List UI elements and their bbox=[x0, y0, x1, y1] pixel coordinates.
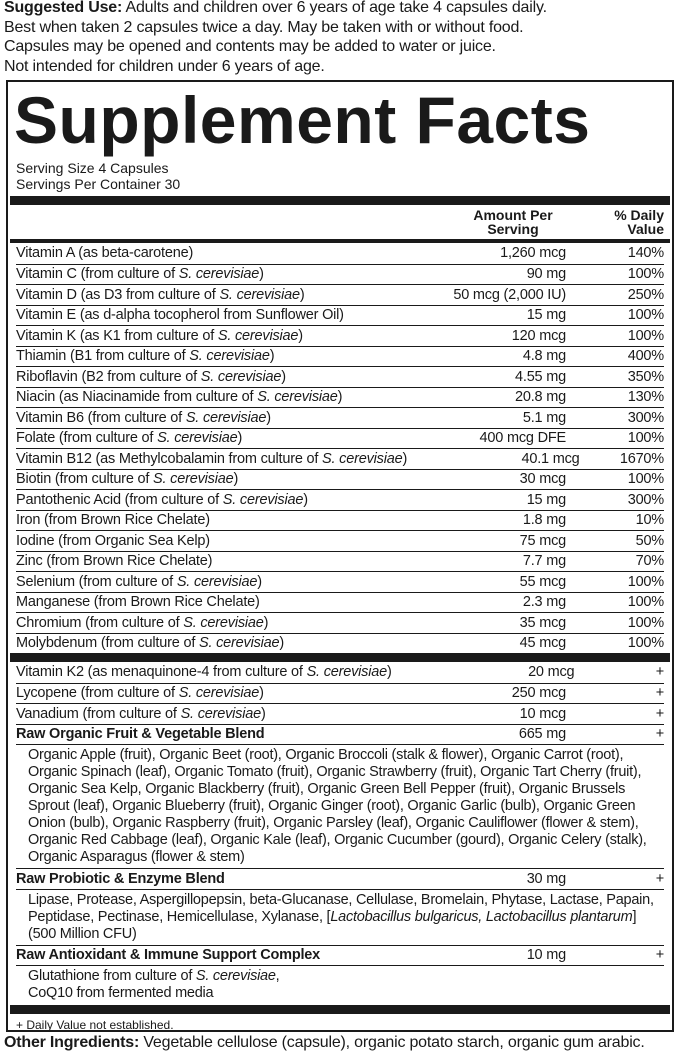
nutrient-name: Raw Probiotic & Enzyme Blend bbox=[16, 870, 225, 887]
amount: 30 mcg bbox=[519, 471, 566, 488]
amount: 30 mg bbox=[526, 870, 566, 887]
nutrient-name: Biotin (from culture of S. cerevisiae) bbox=[16, 471, 239, 488]
daily-value: 100% bbox=[627, 471, 664, 488]
blend-row bbox=[16, 724, 664, 745]
supplement-facts-panel bbox=[6, 80, 674, 1032]
servings-per-container: Servings Per Container 30 bbox=[16, 176, 181, 192]
daily-value: + bbox=[655, 870, 664, 887]
nutrient-name: Vitamin K2 (as menaquinone-4 from culture of S. cerevisiae) bbox=[16, 664, 392, 681]
other-ingredients: Other Ingredients: Vegetable cellulose (capsule), organic potato starch, organic gum arabic. bbox=[4, 1034, 645, 1051]
nutrient-row bbox=[16, 387, 664, 408]
daily-value: 100% bbox=[627, 307, 664, 324]
amount: 120 mcg bbox=[511, 327, 566, 344]
nutrient-name: Manganese (from Brown Rice Chelate) bbox=[16, 594, 260, 611]
daily-value: 130% bbox=[627, 389, 664, 406]
nutrient-name: Raw Antioxidant & Immune Support Complex bbox=[16, 947, 321, 964]
nutrient-name: Vitamin E (as d-alpha tocopherol from Sunflower Oil) bbox=[16, 307, 344, 324]
nutrient-name: Folate (from culture of S. cerevisiae) bbox=[16, 430, 243, 447]
nutrient-row bbox=[16, 551, 664, 572]
daily-value: + bbox=[655, 947, 664, 964]
daily-value: 100% bbox=[627, 614, 664, 631]
amount: 250 mcg bbox=[511, 685, 566, 702]
blend-ingredients: Glutathione from culture of S. cerevisiae, CoQ10 from fermented media bbox=[16, 965, 664, 1004]
suggested-use-label: Suggested Use: bbox=[4, 0, 123, 16]
column-header: Amount Per Serving % Daily Value bbox=[473, 207, 664, 237]
daily-value: 300% bbox=[627, 491, 664, 508]
divider bbox=[10, 653, 670, 662]
nutrient-name: Iron (from Brown Rice Chelate) bbox=[16, 512, 210, 529]
nutrient-row bbox=[16, 571, 664, 592]
amount: 90 mg bbox=[526, 266, 566, 283]
nutrient-name: Molybdenum (from culture of S. cerevisiae) bbox=[16, 635, 285, 652]
nutrient-row bbox=[16, 510, 664, 531]
daily-value: 100% bbox=[627, 594, 664, 611]
nutrient-row bbox=[16, 325, 664, 346]
serving-size: Serving Size 4 Capsules bbox=[16, 160, 169, 176]
daily-value: 140% bbox=[627, 245, 664, 262]
amount: 45 mcg bbox=[519, 635, 566, 652]
blend-ingredients: Organic Apple (fruit), Organic Beet (root), Organic Broccoli (stalk & flower), Organic Carrot (root), Organic Spinach (leaf), Organic Tomato (fruit), Organic Strawberry (fruit), Organic Tart Cherry (fruit), Organic Sea Kelp, Organic Blackberry (fruit), Organic Green Bell Pepper (fruit), Organic Brussels Sprout (leaf), Organic Blueberry (fruit), Organic Ginger (root), Organic Garlic (bulb), Organic Green Onion (bulb), Organic Raspberry (fruit), Organic Parsley (leaf), Organic Cauliflower (flower & stem), Organic Red Cabbage (leaf), Organic Kale (leaf), Organic Cucumber (gourd), Organic Celery (stalk), Organic Asparagus (flower & stem) bbox=[16, 744, 664, 868]
nutrient-row bbox=[16, 612, 664, 633]
nutrient-row bbox=[16, 407, 664, 428]
nutrient-table bbox=[16, 243, 664, 653]
nutrient-row bbox=[16, 683, 664, 704]
nutrient-name: Riboflavin (B2 from culture of S. cerevisiae) bbox=[16, 368, 286, 385]
amount: 665 mg bbox=[518, 726, 566, 743]
nutrient-name: Pantothenic Acid (from culture of S. cerevisiae) bbox=[16, 491, 308, 508]
nutrient-row bbox=[16, 305, 664, 326]
amount: 35 mcg bbox=[519, 614, 566, 631]
nutrient-name: Lycopene (from culture of S. cerevisiae) bbox=[16, 685, 264, 702]
other-nutrient-table bbox=[16, 662, 664, 1004]
nutrient-name: Vitamin D (as D3 from culture of S. cerevisiae) bbox=[16, 286, 305, 303]
suggested-use: Suggested Use: Adults and children over 6 years of age take 4 capsules daily. Best when taken 2 capsules twice a day. May be taken with or without food. Capsules may be opened and contents may be added to water or juice. Not intended for children under 6 years of age. bbox=[4, 0, 547, 75]
nutrient-name: Selenium (from culture of S. cerevisiae) bbox=[16, 573, 262, 590]
blend-ingredients: Lipase, Protease, Aspergillopepsin, beta-Glucanase, Cellulase, Bromelain, Phytase, Lactase, Papain, Peptidase, Pectinase, Hemicellulase, Xylanase, [Lactobacillus bulgaricus, Lactobacillus plantarum] (500 Million CFU) bbox=[16, 889, 664, 945]
amount: 400 mcg DFE bbox=[479, 430, 566, 447]
nutrient-name: Vitamin K (as K1 from culture of S. cerevisiae) bbox=[16, 327, 303, 344]
nutrient-row bbox=[16, 284, 664, 305]
amount: 50 mcg (2,000 IU) bbox=[453, 286, 566, 303]
nutrient-name: Vitamin B12 (as Methylcobalamin from culture of S. cerevisiae) bbox=[16, 450, 408, 467]
nutrient-name: Chromium (from culture of S. cerevisiae) bbox=[16, 614, 269, 631]
daily-value: + bbox=[655, 705, 664, 722]
footnote: + Daily Value not established. bbox=[16, 1018, 174, 1032]
nutrient-row bbox=[16, 530, 664, 551]
amount: 15 mg bbox=[526, 307, 566, 324]
daily-value: 300% bbox=[627, 409, 664, 426]
daily-value: 350% bbox=[627, 368, 664, 385]
nutrient-row bbox=[16, 448, 664, 469]
blend-row bbox=[16, 868, 664, 889]
nutrient-row bbox=[16, 243, 664, 264]
nutrient-name: Thiamin (B1 from culture of S. cerevisiae) bbox=[16, 348, 275, 365]
daily-value: 50% bbox=[635, 532, 664, 549]
amount: 20 mcg bbox=[528, 664, 575, 681]
daily-value: 10% bbox=[635, 512, 664, 529]
nutrient-row bbox=[16, 633, 664, 654]
nutrient-row bbox=[16, 662, 664, 683]
daily-value: 1670% bbox=[619, 450, 664, 467]
amount: 75 mcg bbox=[519, 532, 566, 549]
nutrient-name: Raw Organic Fruit & Vegetable Blend bbox=[16, 726, 265, 743]
nutrient-name: Iodine (from Organic Sea Kelp) bbox=[16, 532, 210, 549]
nutrient-row bbox=[16, 489, 664, 510]
daily-value: 100% bbox=[627, 327, 664, 344]
nutrient-name: Zinc (from Brown Rice Chelate) bbox=[16, 553, 213, 570]
blend-row bbox=[16, 945, 664, 966]
divider bbox=[10, 196, 670, 205]
daily-value: 250% bbox=[627, 286, 664, 303]
amount: 20.8 mg bbox=[515, 389, 566, 406]
daily-value: 70% bbox=[635, 553, 664, 570]
amount: 55 mcg bbox=[519, 573, 566, 590]
amount: 4.55 mg bbox=[515, 368, 566, 385]
amount: 10 mcg bbox=[519, 705, 566, 722]
nutrient-row bbox=[16, 469, 664, 490]
daily-value: 100% bbox=[627, 573, 664, 590]
nutrient-row bbox=[16, 346, 664, 367]
panel-title: Supplement Facts bbox=[14, 83, 591, 157]
nutrient-row bbox=[16, 264, 664, 285]
daily-value: + bbox=[655, 685, 664, 702]
daily-value: + bbox=[655, 726, 664, 743]
nutrient-name: Niacin (as Niacinamide from culture of S. cerevisiae) bbox=[16, 389, 343, 406]
nutrient-row bbox=[16, 703, 664, 724]
amount: 1.8 mg bbox=[522, 512, 566, 529]
amount: 15 mg bbox=[526, 491, 566, 508]
amount: 10 mg bbox=[526, 947, 566, 964]
nutrient-name: Vitamin C (from culture of S. cerevisiae) bbox=[16, 266, 264, 283]
daily-value: + bbox=[655, 664, 664, 681]
amount: 2.3 mg bbox=[522, 594, 566, 611]
daily-value: 100% bbox=[627, 635, 664, 652]
amount: 1,260 mcg bbox=[500, 245, 566, 262]
daily-value: 100% bbox=[627, 430, 664, 447]
nutrient-row bbox=[16, 428, 664, 449]
divider bbox=[10, 1005, 670, 1014]
nutrient-name: Vanadium (from culture of S. cerevisiae) bbox=[16, 705, 266, 722]
nutrient-row bbox=[16, 366, 664, 387]
nutrient-name: Vitamin A (as beta-carotene) bbox=[16, 245, 194, 262]
amount: 40.1 mcg bbox=[521, 450, 580, 467]
nutrient-row bbox=[16, 592, 664, 613]
daily-value: 400% bbox=[627, 348, 664, 365]
amount: 5.1 mg bbox=[522, 409, 566, 426]
daily-value: 100% bbox=[627, 266, 664, 283]
amount: 7.7 mg bbox=[522, 553, 566, 570]
amount: 4.8 mg bbox=[522, 348, 566, 365]
nutrient-name: Vitamin B6 (from culture of S. cerevisiae) bbox=[16, 409, 271, 426]
